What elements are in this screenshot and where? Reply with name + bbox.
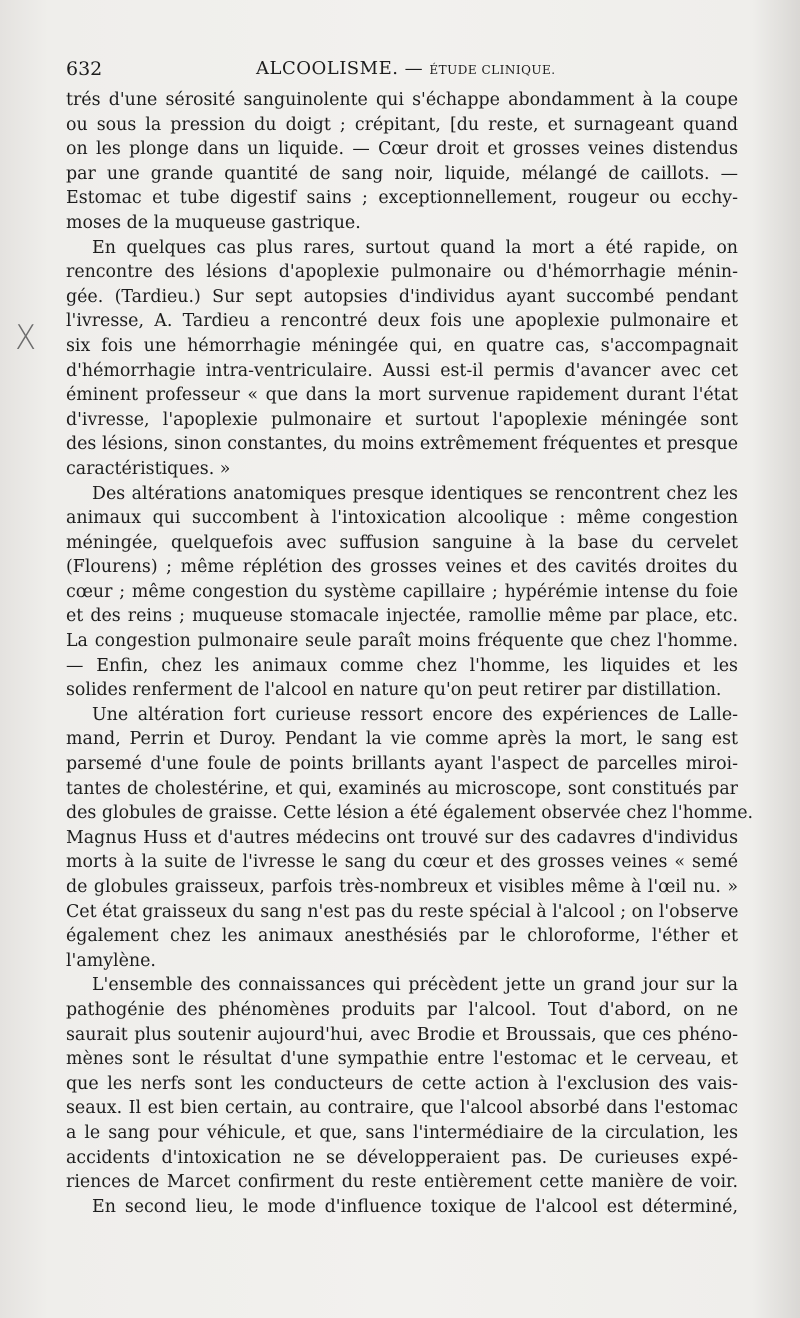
margin-annotation-mark: X — [15, 318, 37, 358]
text-line: ou sous la pression du doigt ; crépitant, [du reste, et surnageant quand — [66, 114, 738, 135]
text-line: Une altération fort curieuse ressort encore des expériences de Lalle- — [92, 704, 738, 725]
page-header — [66, 58, 734, 84]
text-line: solides renferment de l'alcool en nature qu'on peut retirer par distillation. — [66, 680, 722, 701]
text-line: de globules graisseux, parfois très-nombreux et visibles même à l'œil nu. » — [66, 877, 738, 897]
text-line: d'ivresse, l'apoplexie pulmonaire et surtout l'apoplexie méningée sont — [66, 409, 738, 430]
text-line: accidents d'intoxication ne se développeraient pas. De curieuses expé- — [66, 1147, 738, 1168]
text-line: que les nerfs sont les conducteurs de cette action à l'exclusion des vais- — [66, 1073, 738, 1094]
text-line: tantes de cholestérine, et qui, examinés au microscope, sont constitués par — [66, 778, 738, 799]
text-line: pathogénie des phénomènes produits par l'alcool. Tout d'abord, on ne — [66, 999, 738, 1020]
text-line: l'amylène. — [66, 950, 156, 971]
text-line: Estomac et tube digestif sains ; exceptionnellement, rougeur ou ecchy- — [66, 188, 738, 209]
text-line: (Flourens) ; même réplétion des grosses veines et des cavités droites du — [66, 557, 738, 578]
running-head-separator: — — [398, 58, 430, 79]
text-line: animaux qui succombent à l'intoxication alcoolique : même congestion — [66, 508, 738, 529]
text-line: L'ensemble des connaissances qui précèdent jette un grand jour sur la — [92, 975, 738, 996]
text-line: Cet état graisseux du sang n'est pas du reste spécial à l'alcool ; on l'observe — [66, 901, 739, 922]
text-line: également chez les animaux anesthésiés par le chloroforme, l'éther et — [66, 926, 738, 947]
text-line: d'hémorrhagie intra-ventriculaire. Aussi est-il permis d'avancer avec cet — [66, 360, 738, 381]
text-line: Des altérations anatomiques presque identiques se rencontrent chez les — [92, 483, 738, 504]
text-line: mand, Perrin et Duroy. Pendant la vie comme après la mort, le sang est — [66, 729, 738, 750]
text-line: cœur ; même congestion du système capillaire ; hypérémie intense du foie — [66, 581, 738, 602]
page-number: 632 — [66, 58, 103, 80]
text-line: morts à la suite de l'ivresse le sang du cœur et des grosses veines « semé — [66, 852, 738, 873]
text-line: et des reins ; muqueuse stomacale injectée, ramollie même par place, etc. — [66, 606, 738, 627]
text-line: éminent professeur « que dans la mort survenue rapidement durant l'état — [66, 385, 738, 406]
text-line: par une grande quantité de sang noir, liquide, mélangé de caillots. — — [66, 163, 738, 184]
text-line: moses de la muqueuse gastrique. — [66, 212, 361, 233]
text-line: En quelques cas plus rares, surtout quand la mort a été rapide, on — [92, 237, 738, 258]
text-line: gée. (Tardieu.) Sur sept autopsies d'individus ayant succombé pendant — [66, 286, 738, 307]
running-head — [256, 58, 556, 79]
text-line: riences de Marcet confirment du reste entièrement cette manière de voir. — [66, 1172, 738, 1193]
running-section: ÉTUDE CLINIQUE. — [429, 63, 556, 77]
text-line: seaux. Il est bien certain, au contraire, que l'alcool absorbé dans l'estomac — [66, 1098, 738, 1119]
text-line: méningée, quelquefois avec suffusion sanguine à la base du cervelet — [66, 532, 738, 553]
text-line: parsemé d'une foule de points brillants ayant l'aspect de parcelles miroi- — [66, 754, 738, 775]
text-line: trés d'une sérosité sanguinolente qui s'échappe abondamment à la coupe — [66, 90, 738, 110]
text-line: des lésions, sinon constantes, du moins extrêmement fréquentes et presque — [66, 434, 738, 455]
text-line: En second lieu, le mode d'influence toxique de l'alcool est déterminé, — [92, 1196, 738, 1217]
text-line: on les plonge dans un liquide. — Cœur droit et grosses veines distendus — [66, 139, 738, 160]
text-line: six fois une hémorrhagie méningée qui, en quatre cas, s'accompagnait — [66, 335, 738, 356]
text-line: Magnus Huss et d'autres médecins ont trouvé sur des cadavres d'individus — [66, 827, 738, 848]
text-line: a le sang pour véhicule, et que, sans l'intermédiaire de la circulation, les — [66, 1122, 738, 1143]
text-line: — Enfin, chez les animaux comme chez l'homme, les liquides et les — [66, 655, 738, 676]
body-text — [66, 88, 754, 1219]
text-line: mènes sont le résultat d'une sympathie entre l'estomac et le cerveau, et — [66, 1049, 738, 1070]
text-line: des globules de graisse. Cette lésion a été également observée chez l'homme. — [66, 803, 754, 824]
running-title: ALCOOLISME. — [256, 58, 399, 79]
text-line: saurait plus soutenir aujourd'hui, avec Brodie et Broussais, que ces phéno- — [66, 1024, 738, 1045]
text-line: rencontre des lésions d'apoplexie pulmonaire ou d'hémorrhagie ménin- — [66, 262, 738, 283]
text-line: caractéristiques. » — [66, 458, 231, 479]
text-line: l'ivresse, A. Tardieu a rencontré deux fois une apoplexie pulmonaire et — [66, 311, 738, 332]
text-line: La congestion pulmonaire seule paraît moins fréquente que chez l'homme. — [66, 631, 738, 652]
